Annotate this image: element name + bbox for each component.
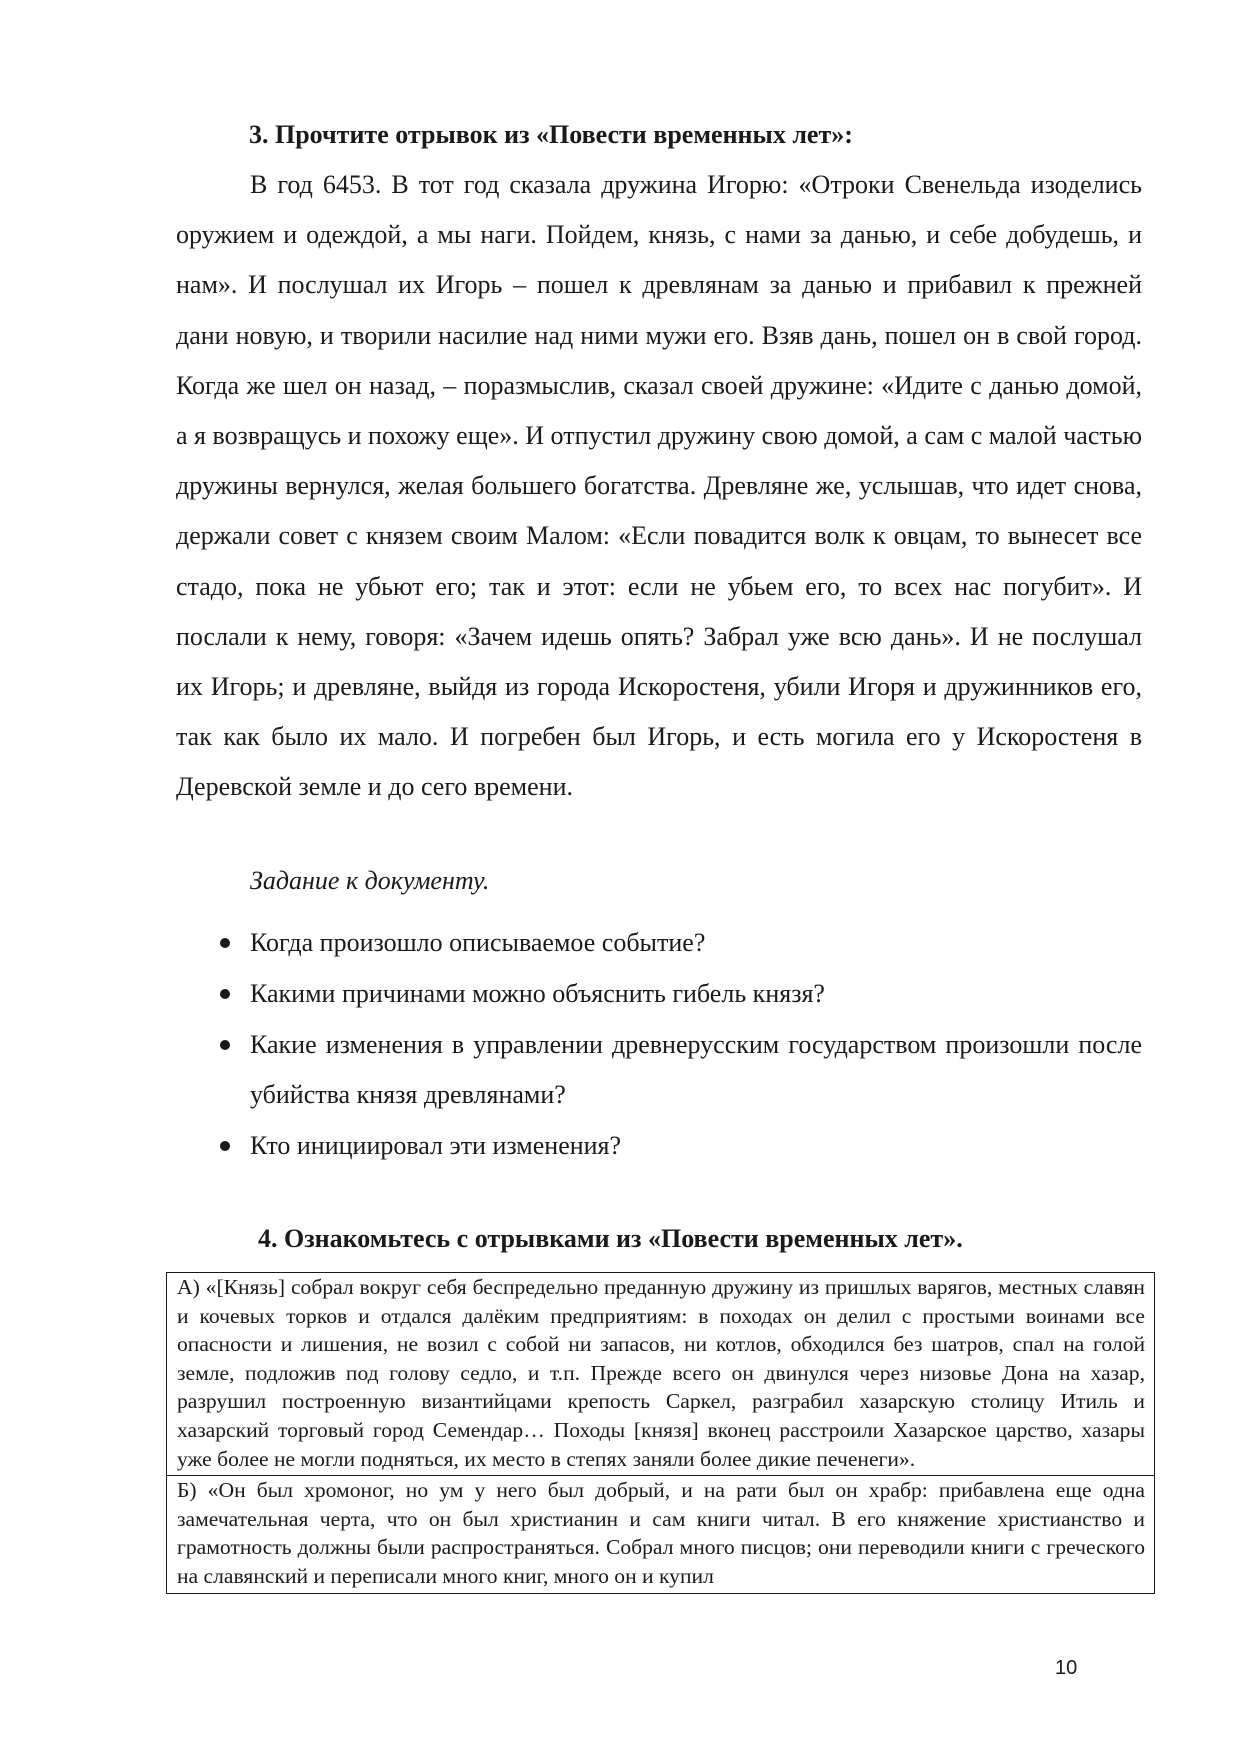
question-item (176, 969, 1142, 1019)
section-3-heading: 3. Прочтите отрывок из «Повести временных лет»: (249, 120, 853, 149)
table-row (167, 1273, 1155, 1476)
question-text: Какими причинами можно объяснить гибель князя? (250, 979, 825, 1008)
question-text: Какие изменения в управлении древнерусским государством произошли после убийства князя древлянами? (250, 1030, 1142, 1109)
bullet-icon (220, 938, 230, 948)
question-item (176, 1020, 1142, 1120)
question-text: Когда произошло описываемое событие? (250, 928, 706, 957)
question-item (176, 1121, 1142, 1171)
excerpt-b: Б) «Он был хромоног, но ум у него был добрый, и на рати был он храбр: прибавлена еще одна замечательная черта, что он был христианин и сам книги читал. В его княжение христианство и грамотность должны были распространяться. Собрал много писцов; они переводили книги с греческого на славянский и переписали много книг, много он и купил (167, 1476, 1155, 1593)
bullet-icon (220, 1141, 230, 1151)
question-text: Кто инициировал эти изменения? (250, 1131, 622, 1160)
chronicle-excerpt-paragraph: В год 6453. В тот год сказала дружина Игорю: «Отроки Свенельда изоделись оружием и одеждой, а мы наги. Пойдем, князь, с нами за данью, и себе добудешь, и нам». И послушал их Игорь – пошел к древлянам за данью и прибавил к прежней дани новую, и творили насилие над ними мужи его. Взяв дань, пошел он в свой город. Когда же шел он назад, – поразмыслив, сказал своей дружине: «Идите с данью домой, а я возвращусь и похожу еще». И отпустил дружину свою домой, а сам с малой частью дружины вернулся, желая большего богатства. Древляне же, услышав, что идет снова, держали совет с князем своим Малом: «Если повадится волк к овцам, то вынесет все стадо, пока не убьют его; так и этот: если не убьем его, то всех нас погубит». И послали к нему, говоря: «Зачем идешь опять? Забрал уже всю дань». И не послушал их Игорь; и древляне, выйдя из города Искоростеня, убили Игоря и дружинников его, так как было их мало. И погребен был Игорь, и есть могила его у Искоростеня в Деревской земле и до сего времени. (176, 170, 1142, 802)
section-4-heading: 4. Ознакомьтесь с отрывками из «Повести временных лет». (258, 1224, 963, 1253)
bullet-icon (220, 989, 230, 999)
excerpt-a: А) «[Князь] собрал вокруг себя беспредельно преданную дружину из пришлых варягов, местных славян и кочевых торков и отдался далёким предприятиям: в походах он делил с простыми воинами все опасности и лишения, не возил с собой ни запасов, ни котлов, обходился без шатров, спал на голой земле, подложив под голову седло, и т.п. Прежде всего он двинулся через низовье Дона на хазар, разрушил построенную византийцами крепость Саркел, разграбил хазарскую столицу Итиль и хазарский торговый город Семендар… Походы [князя] вконец расстроили Хазарское царство, хазары уже более не могли подняться, их место в степях заняли более дикие печенеги». (167, 1273, 1155, 1476)
page-number: 10 (1055, 1657, 1078, 1679)
question-list (176, 918, 1142, 1172)
excerpts-table (166, 1272, 1155, 1594)
task-label: Задание к документу. (250, 866, 490, 895)
question-item (176, 918, 1142, 968)
table-row (167, 1476, 1155, 1593)
bullet-icon (220, 1040, 230, 1050)
